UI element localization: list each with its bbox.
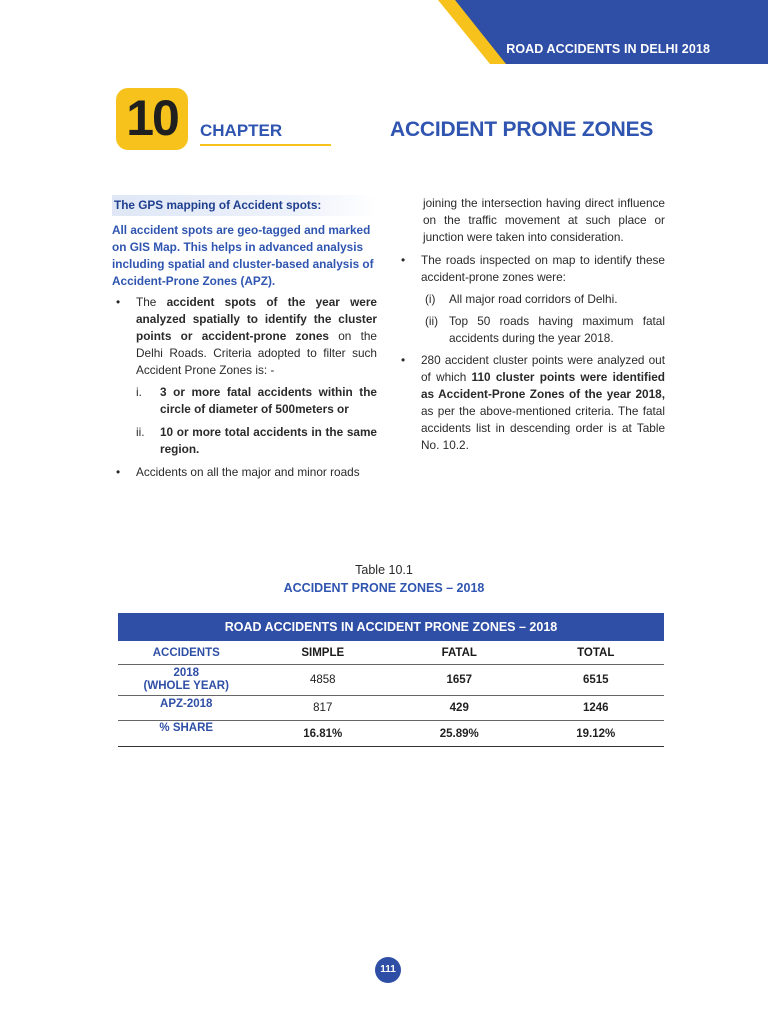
- table-row: [118, 696, 664, 721]
- accident-zones-table: [118, 613, 664, 747]
- continued-paragraph: joining the intersection having direct influence on the traffic movement at such place or junction were taken into consideration.: [423, 196, 665, 244]
- criteria-item: i. 3 or more fatal accidents within the circle of diameter of 500meters or: [136, 385, 377, 416]
- cell-total: 6515: [582, 674, 609, 686]
- road-item: (ii) Top 50 roads having maximum fatal accidents during the year 2018.: [425, 314, 665, 345]
- bullet-item: • The roads inspected on map to identify these accident-prone zones were:: [401, 253, 665, 284]
- intro-paragraph: All accident spots are geo-tagged and marked on GIS Map. This helps in advanced analysis including spatial and cluster-based analysis of Accident-Prone Zones (APZ).: [112, 223, 374, 288]
- chapter-number: 10: [126, 90, 178, 146]
- table-row: [118, 721, 664, 747]
- chapter-title: ACCIDENT PRONE ZONES: [390, 118, 654, 141]
- page-number: 111: [375, 957, 401, 983]
- chapter-underline: [200, 144, 331, 146]
- table-row: [118, 665, 664, 696]
- bullet-item: • The accident spots of the year were analyzed spatially to identify the cluster points or accident-prone zones on the Delhi Roads. Criteria adopted to filter such Accident Prone Zones is: -: [116, 295, 377, 377]
- table-title: ACCIDENT PRONE ZONES – 2018: [283, 581, 485, 595]
- bullet-item: • Accidents on all the major and minor roads: [116, 465, 360, 479]
- column-header: ACCIDENTS: [152, 646, 220, 659]
- row-label: 2018 (WHOLE YEAR): [143, 667, 229, 692]
- right-column: [397, 195, 665, 459]
- chapter-label: CHAPTER: [200, 121, 283, 140]
- criteria-item: ii. 10 or more total accidents in the same region.: [136, 425, 377, 456]
- cell-fatal: 25.89%: [439, 727, 479, 740]
- column-header: SIMPLE: [301, 646, 345, 659]
- table-caption: Table 10.1: [355, 563, 413, 577]
- road-item: (i) All major road corridors of Delhi.: [425, 292, 618, 306]
- cell-fatal: 429: [449, 702, 469, 714]
- row-label: % SHARE: [159, 722, 214, 734]
- column-header-row: [118, 641, 664, 665]
- left-column: [112, 195, 377, 486]
- chapter-number-badge: [116, 88, 188, 150]
- cell-simple: 16.81%: [303, 727, 343, 740]
- column-header: FATAL: [441, 646, 477, 659]
- row-label: APZ-2018: [160, 698, 213, 710]
- bullet-item: • 280 accident cluster points were analyzed out of which 110 cluster points were identified as Accident-Prone Zones of the year 2018, as per the above-mentioned criteria. The fatal accidents list in descending order is at Table No. 10.2.: [401, 353, 665, 452]
- section-heading: The GPS mapping of Accident spots:: [112, 195, 377, 216]
- cell-fatal: 1657: [446, 674, 473, 686]
- cell-simple: 4858: [309, 674, 336, 686]
- table-header: ROAD ACCIDENTS IN ACCIDENT PRONE ZONES – 2018: [118, 613, 664, 641]
- cell-simple: 817: [313, 702, 333, 714]
- cell-total: 19.12%: [576, 727, 616, 740]
- column-header: TOTAL: [577, 646, 615, 659]
- header-title: ROAD ACCIDENTS IN DELHI 2018: [506, 42, 710, 56]
- cell-total: 1246: [582, 702, 609, 714]
